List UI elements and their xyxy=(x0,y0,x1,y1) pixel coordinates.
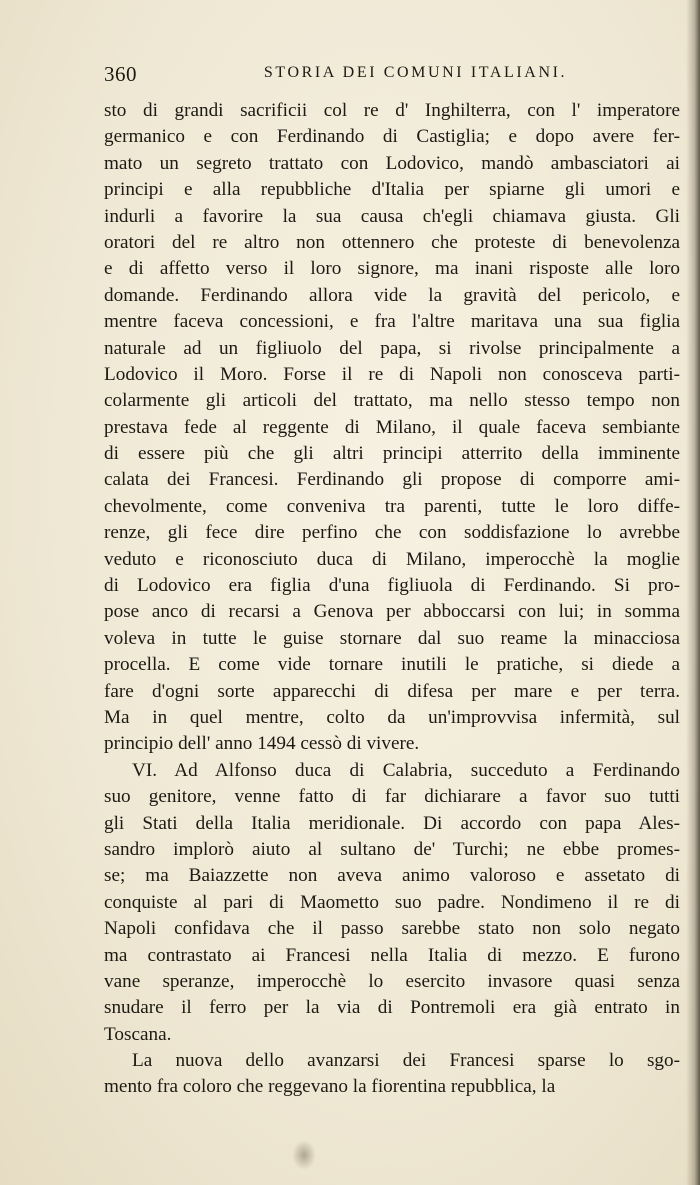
text-line: Toscana. xyxy=(104,1023,172,1045)
text-line: e di affetto verso il loro signore, ma inani risposte alle loro xyxy=(104,258,680,280)
text-line: domande. Ferdinando allora vide la gravità del pericolo, e xyxy=(104,284,680,306)
text-line: principi e alla repubbliche d'Italia per spiarne gli umori e xyxy=(104,179,680,201)
text-line: VI. Ad Alfonso duca di Calabria, succeduto a Ferdinando xyxy=(132,759,680,781)
text-line: gli Stati della Italia meridionale. Di accordo con papa Ales- xyxy=(104,812,680,834)
text-line: principio dell' anno 1494 cessò di vivere. xyxy=(104,733,420,755)
text-line: renze, gli fece dire perfino che con soddisfazione lo avrebbe xyxy=(104,522,680,544)
running-head xyxy=(104,62,679,92)
text-line: procella. E come vide tornare inutili le pratiche, si diede a xyxy=(104,654,680,676)
text-line: di essere più che gli altri principi atterrito della imminente xyxy=(104,443,680,465)
text-line: veduto e riconosciuto duca di Milano, imperocchè la moglie xyxy=(104,548,680,570)
text-line: mento fra coloro che reggevano la fiorentina repubblica, la xyxy=(104,1076,556,1098)
text-line: germanico e con Ferdinando di Castiglia; e dopo avere fer- xyxy=(104,126,680,148)
text-line: se; ma Baiazzette non aveva animo valoroso e assetato di xyxy=(104,865,680,887)
paragraph xyxy=(104,758,680,1048)
text-line: sto di grandi sacrificii col re d' Inghilterra, con l' imperatore xyxy=(104,100,680,121)
text-line: Lodovico il Moro. Forse il re di Napoli non conosceva parti- xyxy=(104,363,680,385)
text-line: snudare il ferro per la via di Pontremoli era già entrato in xyxy=(104,997,680,1019)
text-line: fare d'ogni sorte apparecchi di difesa per mare e per terra. xyxy=(104,680,680,702)
running-title: STORIA DEI COMUNI ITALIANI. xyxy=(263,64,568,81)
text-line: indurli a favorire la sua causa ch'egli chiamava giusta. Gli xyxy=(104,205,680,227)
text-line: ma contrastato ai Francesi nella Italia di mezzo. E furono xyxy=(104,944,680,966)
text-line: mato un segreto trattato con Lodovico, mandò ambasciatori ai xyxy=(104,152,680,174)
page-number: 360 xyxy=(104,62,137,86)
text-line: Ma in quel mentre, colto da un'improvvisa infermità, sul xyxy=(104,706,680,728)
text-line: sandro implorò aiuto al sultano de' Turchi; ne ebbe promes- xyxy=(104,838,680,860)
text-line: prestava fede al reggente di Milano, il quale faceva sembiante xyxy=(104,416,680,438)
paragraph xyxy=(104,98,680,758)
text-line: conquiste al pari di Maometto suo padre. Nondimeno il re di xyxy=(104,891,680,913)
text-line: oratori del re altro non ottennero che proteste di benevolenza xyxy=(104,231,680,253)
body-text xyxy=(104,98,680,1101)
paragraph xyxy=(104,1048,680,1101)
page-edge-shadow xyxy=(686,0,700,1185)
text-line: voleva in tutte le guise stornare dal suo reame la minacciosa xyxy=(104,627,680,649)
text-line: pose anco di recarsi a Genova per abboccarsi con lui; in somma xyxy=(104,601,680,623)
text-line: Napoli confidava che il passo sarebbe stato non solo negato xyxy=(104,918,680,940)
text-line: di Lodovico era figlia d'una figliuola di Ferdinando. Si pro- xyxy=(104,575,680,597)
text-line: naturale ad un figliuolo del papa, si rivolse principalmente a xyxy=(104,337,680,359)
text-line: suo genitore, venne fatto di far dichiarare a favor suo tutti xyxy=(104,786,680,808)
text-line: La nuova dello avanzarsi dei Francesi sparse lo sgo- xyxy=(132,1050,680,1072)
text-line: vane speranze, imperocchè lo esercito invasore quasi senza xyxy=(104,970,680,992)
ink-smudge xyxy=(292,1140,316,1170)
text-line: mentre faceva concessioni, e fra l'altre maritava una sua figlia xyxy=(104,311,680,333)
text-line: chevolmente, come conveniva tra parenti, tutte le loro diffe- xyxy=(104,495,680,517)
text-line: colarmente gli articoli del trattato, ma nello stesso tempo non xyxy=(104,390,680,412)
text-line: calata dei Francesi. Ferdinando gli propose di comporre ami- xyxy=(104,469,680,491)
